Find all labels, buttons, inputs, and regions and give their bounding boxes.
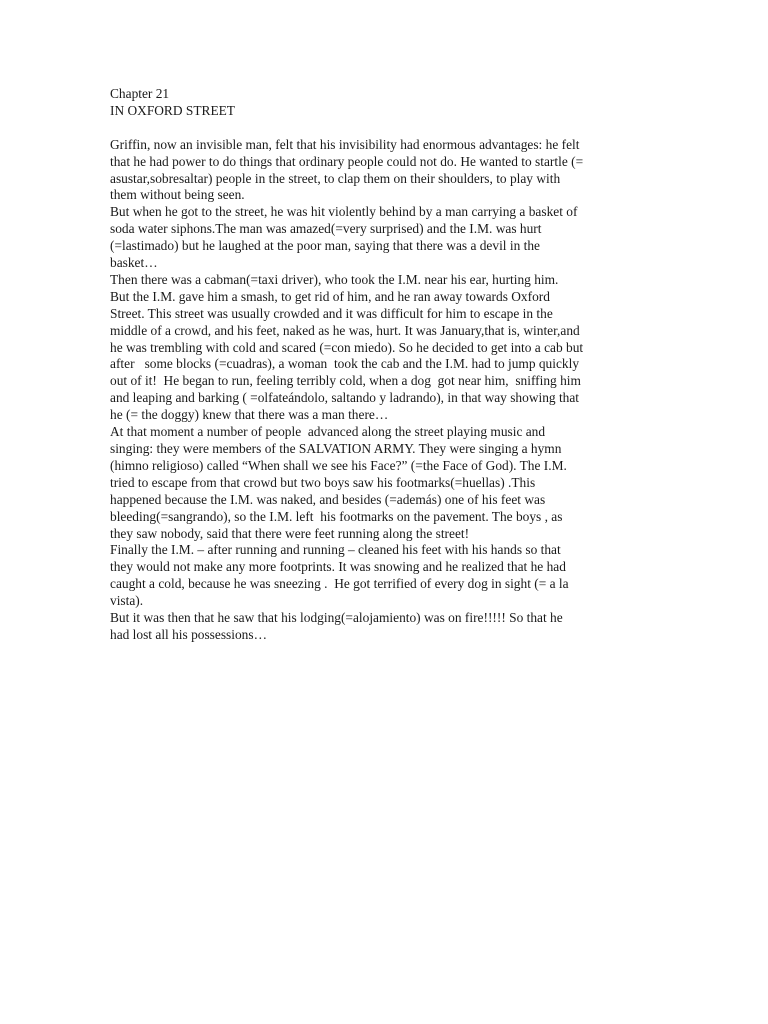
text-line: after some blocks (=cuadras), a woman took the cab and the I.M. had to jump quickly [110,356,580,372]
text-line: soda water siphons.The man was amazed(=very surprised) and the I.M. was hurt [110,221,542,237]
text-line: singing: they were members of the SALVATION ARMY. They were singing a hymn [110,441,562,457]
text-line: caught a cold, because he was sneezing . He got terrified of every dog in sight (= a la [110,576,569,592]
document-body [110,86,670,644]
text-line: But when he got to the street, he was hit violently behind by a man carrying a basket of [110,204,578,220]
text-line: asustar,sobresaltar) people in the street, to clap them on their shoulders, to play with [110,170,561,186]
text-line: Then there was a cabman(=taxi driver), who took the I.M. near his ear, hurting him. [110,271,559,287]
text-line: and leaping and barking ( =olfateándolo, saltando y ladrando), in that way showing that [110,390,580,406]
text-line: that he had power to do things that ordinary people could not do. He wanted to startle (= [110,153,584,169]
text-line: vista). [110,593,144,609]
paragraph-list [110,137,670,644]
paragraph [110,542,670,610]
paragraph [110,424,670,542]
text-line: out of it! He began to run, feeling terribly cold, when a dog got near him, sniffing him [110,373,581,389]
paragraph [110,137,670,205]
text-line: bleeding(=sangrando), so the I.M. left his footmarks on the pavement. The boys , as [110,508,563,524]
text-line: But the I.M. gave him a smash, to get rid of him, and he ran away towards Oxford [110,288,550,304]
text-line: he (= the doggy) knew that there was a man there… [110,407,389,423]
text-line: Finally the I.M. – after running and running – cleaned his feet with his hands so that [110,542,561,558]
chapter-title: IN OXFORD STREET [110,102,235,118]
chapter-number: Chapter 21 [110,86,170,101]
text-line: (himno religioso) called “When shall we see his Face?” (=the Face of God). The I.M. [110,457,567,473]
paragraph [110,204,670,272]
text-line: Street. This street was usually crowded and it was difficult for him to escape in the [110,305,553,321]
text-line: middle of a crowd, and his feet, naked as he was, hurt. It was January,that is, winter,and [110,322,580,338]
text-line: Griffin, now an invisible man, felt that his invisibility had enormous advantages: he felt [110,136,580,152]
text-line: he was trembling with cold and scared (=con miedo). So he decided to get into a cab but [110,339,584,355]
text-line: they saw nobody, said that there were feet running along the street! [110,525,470,541]
text-line: them without being seen. [110,187,245,203]
text-line: tried to escape from that crowd but two boys saw his footmarks(=huellas) .This [110,474,536,490]
text-line: they would not make any more footprints. It was snowing and he realized that he had [110,559,566,575]
text-line: But it was then that he saw that his lodging(=alojamiento) was on fire!!!!! So that he [110,610,563,626]
text-line: had lost all his possessions… [110,626,267,642]
spacer [110,120,670,137]
paragraph [110,610,670,644]
text-line: basket… [110,255,158,271]
paragraph [110,272,670,424]
text-line: At that moment a number of people advanced along the street playing music and [110,424,546,440]
text-line: happened because the I.M. was naked, and besides (=además) one of his feet was [110,491,546,507]
text-line: (=lastimado) but he laughed at the poor man, saying that there was a devil in the [110,238,540,254]
